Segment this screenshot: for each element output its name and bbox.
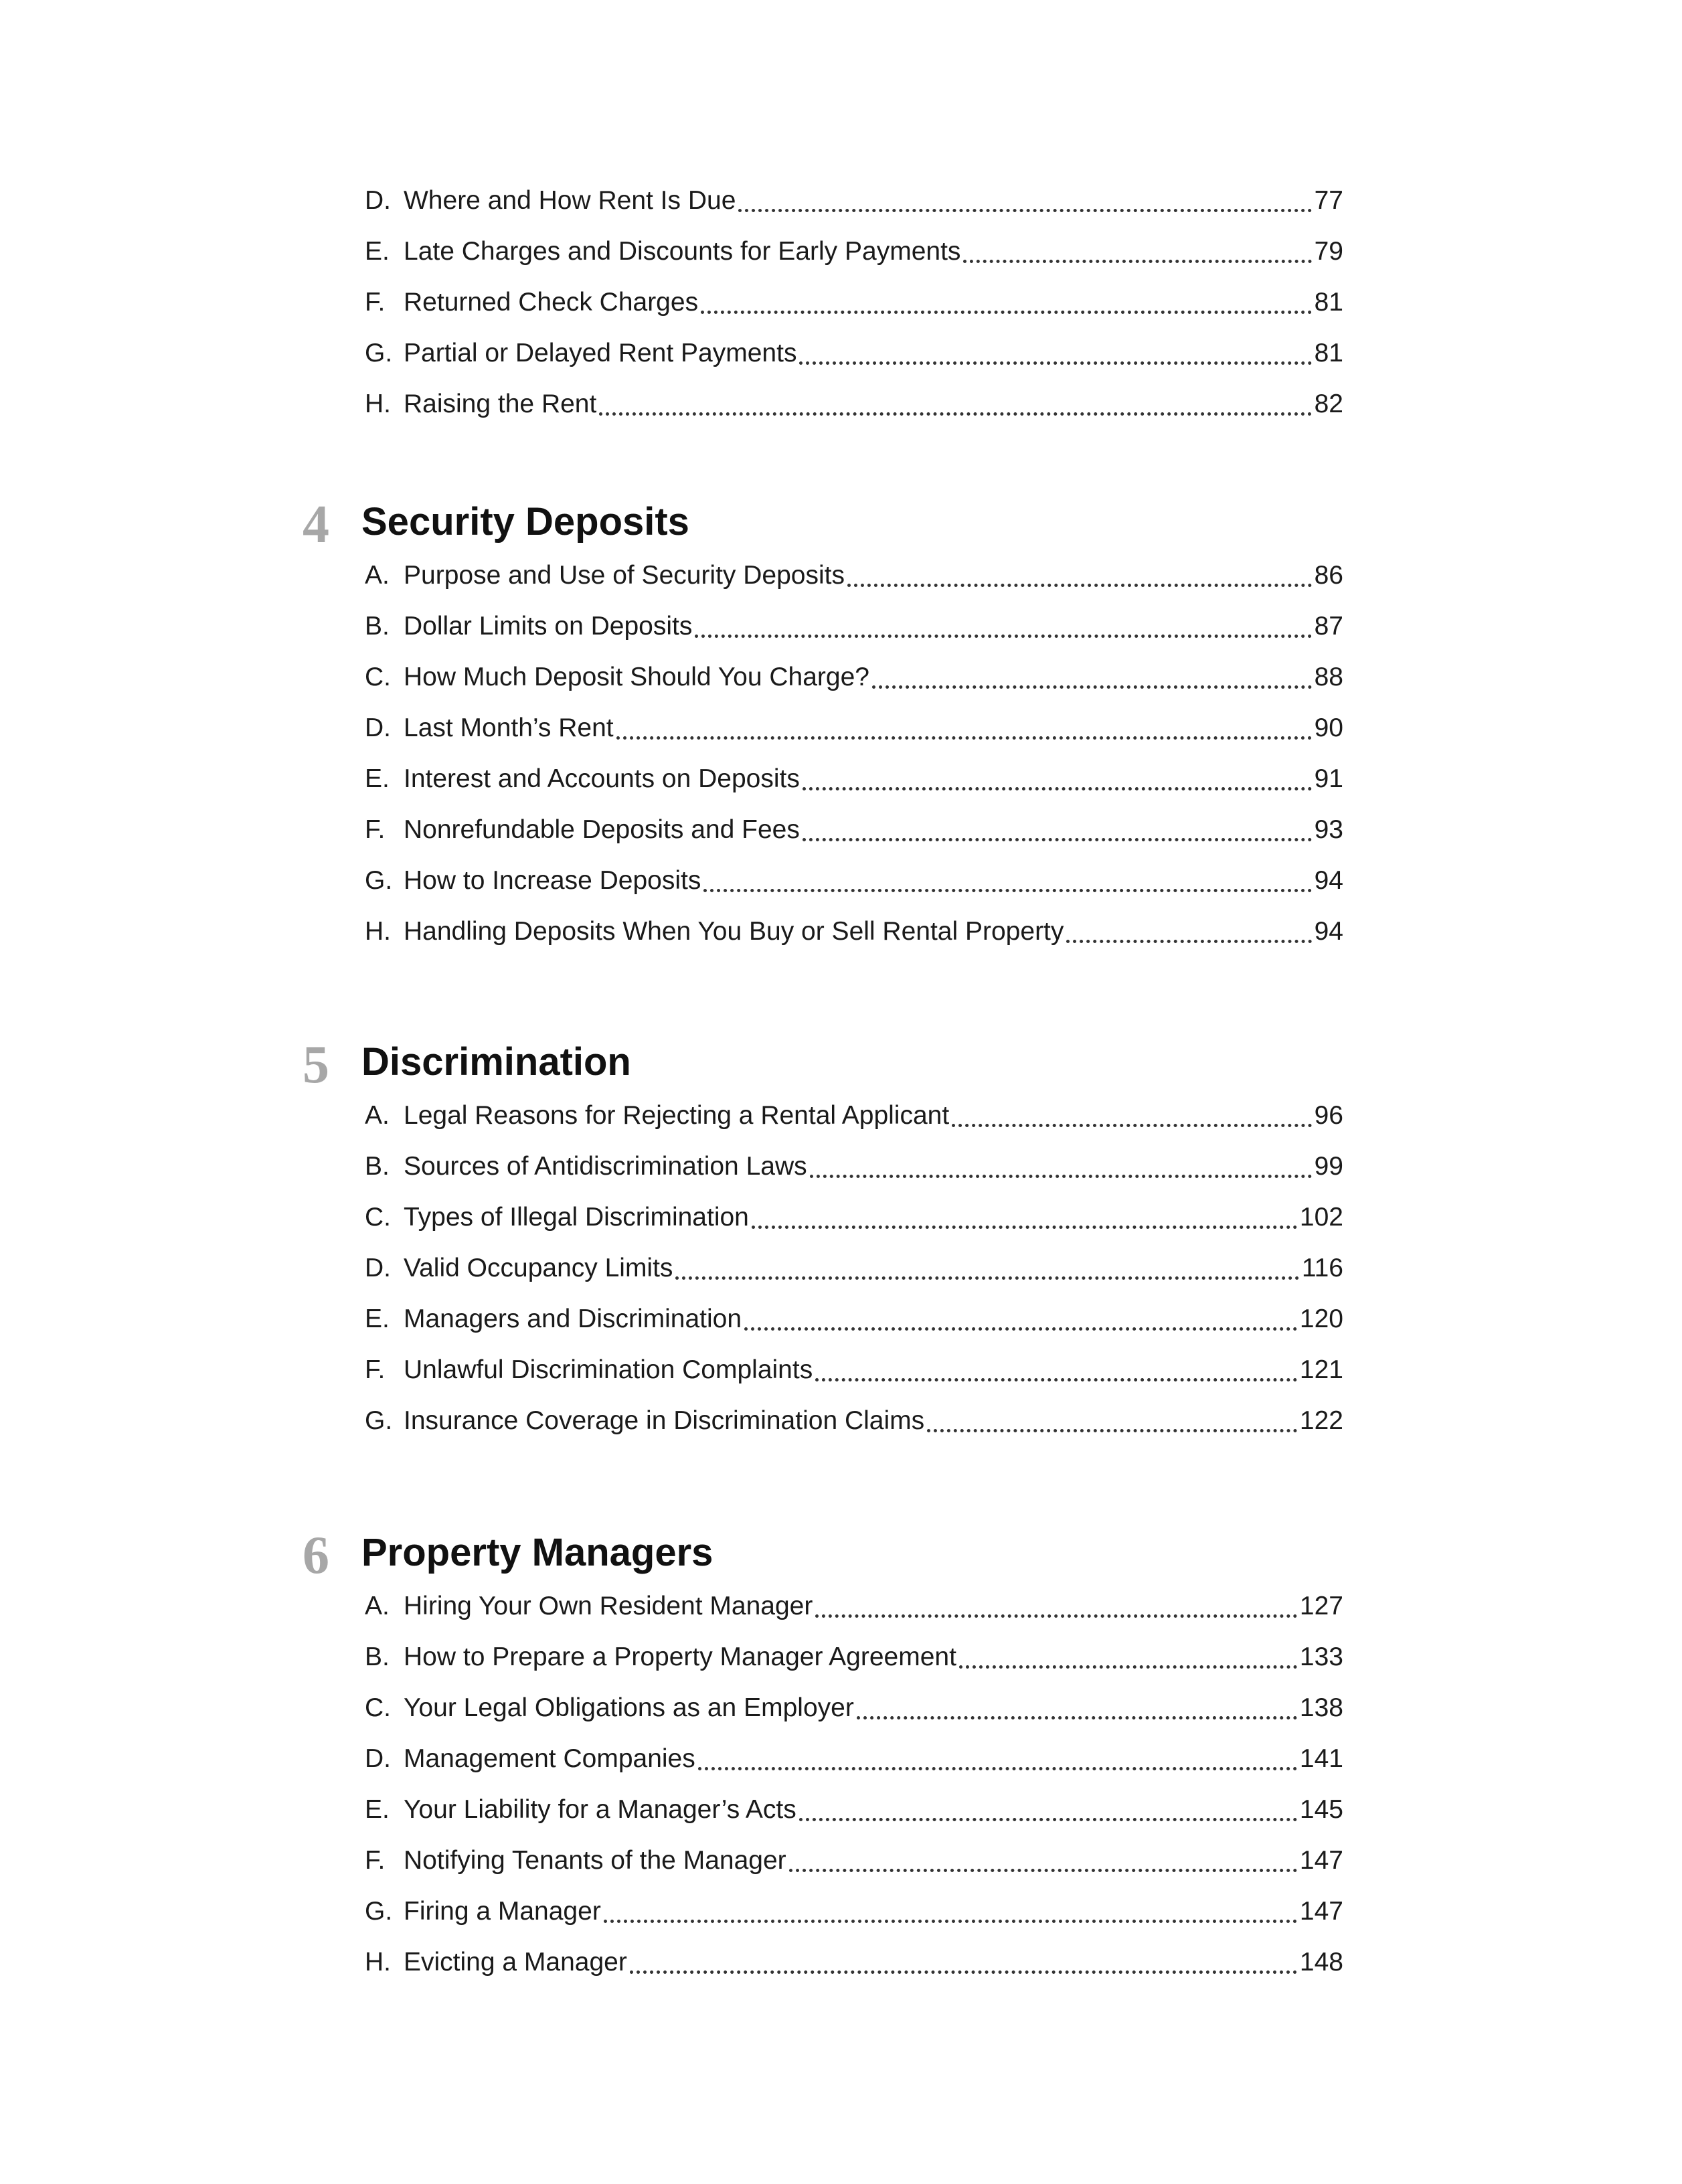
toc-entry[interactable]	[365, 855, 1343, 906]
entry-letter: C.	[365, 1693, 391, 1722]
entry-page-number: 96	[1314, 1101, 1343, 1130]
entry-title: How Much Deposit Should You Charge?	[404, 663, 869, 691]
chapter-number: 6	[303, 1526, 329, 1585]
entry-page-number: 94	[1314, 917, 1343, 946]
entry-page-number: 82	[1314, 390, 1343, 418]
entry-page-number: 94	[1314, 866, 1343, 895]
dot-leader	[744, 1327, 1297, 1331]
entry-letter: F.	[365, 1846, 386, 1875]
entry-title: How to Prepare a Property Manager Agreement	[404, 1643, 956, 1671]
toc-entry[interactable]	[365, 906, 1343, 957]
entry-title: Sources of Antidiscrimination Laws	[404, 1152, 807, 1181]
dot-leader	[815, 1378, 1297, 1381]
entry-title: Nonrefundable Deposits and Fees	[404, 815, 800, 844]
entry-page-number: 141	[1299, 1744, 1343, 1773]
dot-leader	[1066, 940, 1311, 943]
entry-title: Purpose and Use of Security Deposits	[404, 561, 845, 590]
entry-letter: G.	[365, 1406, 393, 1435]
entry-title: Evicting a Manager	[404, 1948, 627, 1977]
dot-leader	[616, 736, 1312, 740]
entry-letter: E.	[365, 1305, 390, 1333]
entry-letter: F.	[365, 1355, 386, 1384]
entry-page-number: 133	[1299, 1643, 1343, 1671]
toc-entry[interactable]	[365, 277, 1343, 328]
entry-page-number: 147	[1299, 1846, 1343, 1875]
dot-leader	[630, 1970, 1297, 1974]
entry-page-number: 99	[1314, 1152, 1343, 1181]
dot-leader	[698, 1767, 1297, 1770]
toc-entry[interactable]	[365, 1937, 1343, 1988]
dot-leader	[604, 1920, 1297, 1923]
toc-entry[interactable]	[365, 226, 1343, 277]
entry-page-number: 102	[1299, 1203, 1343, 1232]
entry-title: Your Legal Obligations as an Employer	[404, 1693, 854, 1722]
entry-title: Managers and Discrimination	[404, 1305, 742, 1333]
entry-letter: E.	[365, 1795, 390, 1824]
entry-page-number: 77	[1314, 186, 1343, 215]
entry-page-number: 138	[1299, 1693, 1343, 1722]
toc-entry[interactable]	[365, 1243, 1343, 1294]
chapter-discrimination	[303, 1035, 1347, 1435]
toc-entry[interactable]	[365, 601, 1343, 652]
chapter-number: 4	[303, 495, 329, 554]
entry-title: Returned Check Charges	[404, 288, 699, 317]
chapter-number: 5	[303, 1035, 329, 1094]
toc-entry[interactable]	[365, 805, 1343, 855]
entry-title: Dollar Limits on Deposits	[404, 612, 693, 641]
entry-page-number: 127	[1299, 1592, 1343, 1620]
dot-leader	[952, 1124, 1311, 1127]
entry-letter: H.	[365, 390, 391, 418]
entry-letter: H.	[365, 1948, 391, 1977]
chapter-title: Property Managers	[361, 1531, 713, 1574]
entry-title: Interest and Accounts on Deposits	[404, 764, 800, 793]
dot-leader	[675, 1276, 1298, 1280]
toc-continuation	[365, 175, 1343, 430]
entry-letter: E.	[365, 237, 390, 266]
dot-leader	[701, 311, 1312, 314]
toc-entry[interactable]	[365, 1090, 1343, 1141]
entry-letter: G.	[365, 1897, 393, 1926]
dot-leader	[857, 1716, 1297, 1719]
dot-leader	[752, 1226, 1297, 1229]
dot-leader	[789, 1869, 1297, 1872]
entry-page-number: 86	[1314, 561, 1343, 590]
entry-page-number: 88	[1314, 663, 1343, 691]
toc-entry[interactable]	[365, 1835, 1343, 1886]
entry-title: Where and How Rent Is Due	[404, 186, 736, 215]
chapter-heading[interactable]	[303, 1526, 1347, 1586]
entry-letter: D.	[365, 713, 391, 742]
entry-letter: H.	[365, 917, 391, 946]
chapter-entries	[365, 1581, 1343, 1988]
dot-leader	[703, 889, 1311, 892]
entry-page-number: 81	[1314, 339, 1343, 367]
chapter-title: Security Deposits	[361, 500, 689, 543]
entry-title: Partial or Delayed Rent Payments	[404, 339, 797, 367]
dot-leader	[695, 635, 1311, 638]
entry-title: How to Increase Deposits	[404, 866, 701, 895]
toc-entry[interactable]	[365, 550, 1343, 601]
entry-page-number: 116	[1301, 1254, 1343, 1282]
entry-letter: A.	[365, 1592, 390, 1620]
entry-page-number: 79	[1314, 237, 1343, 266]
toc-entry[interactable]	[365, 1784, 1343, 1835]
toc-entry[interactable]	[365, 1632, 1343, 1683]
entry-title: Last Month’s Rent	[404, 713, 614, 742]
entry-page-number: 121	[1299, 1355, 1343, 1384]
entry-page-number: 87	[1314, 612, 1343, 641]
entry-title: Handling Deposits When You Buy or Sell Rental Property	[404, 917, 1064, 946]
entry-page-number: 120	[1299, 1305, 1343, 1333]
entry-page-number: 148	[1299, 1948, 1343, 1977]
toc-entry[interactable]	[365, 1396, 1343, 1446]
dot-leader	[815, 1614, 1297, 1618]
dot-leader	[927, 1429, 1297, 1432]
entry-title: Insurance Coverage in Discrimination Claims	[404, 1406, 925, 1435]
chapter-property-managers	[303, 1526, 1347, 1977]
entry-title: Management Companies	[404, 1744, 695, 1773]
dot-leader	[963, 260, 1311, 263]
entry-letter: D.	[365, 1744, 391, 1773]
entry-title: Late Charges and Discounts for Early Payments	[404, 237, 961, 266]
entry-letter: B.	[365, 1152, 390, 1181]
entry-title: Hiring Your Own Resident Manager	[404, 1592, 813, 1620]
entry-title: Firing a Manager	[404, 1897, 601, 1926]
entry-title: Types of Illegal Discrimination	[404, 1203, 749, 1232]
toc-entry[interactable]	[365, 379, 1343, 430]
dot-leader	[803, 838, 1312, 841]
toc-entry[interactable]	[365, 1683, 1343, 1734]
entry-page-number: 122	[1299, 1406, 1343, 1435]
entry-letter: G.	[365, 866, 393, 895]
dot-leader	[738, 209, 1311, 212]
entry-letter: B.	[365, 1643, 390, 1671]
toc-entry[interactable]	[365, 652, 1343, 703]
dot-leader	[599, 412, 1311, 416]
entry-letter: C.	[365, 663, 391, 691]
entry-title: Your Liability for a Manager’s Acts	[404, 1795, 796, 1824]
entry-letter: C.	[365, 1203, 391, 1232]
entry-letter: D.	[365, 186, 391, 215]
chapter-security-deposits	[303, 495, 1347, 946]
entry-letter: D.	[365, 1254, 391, 1282]
entry-letter: G.	[365, 339, 393, 367]
toc-entry[interactable]	[365, 1886, 1343, 1937]
entry-title: Raising the Rent	[404, 390, 597, 418]
entry-page-number: 90	[1314, 713, 1343, 742]
dot-leader	[810, 1175, 1312, 1178]
entry-title: Legal Reasons for Rejecting a Rental Applicant	[404, 1101, 950, 1130]
entry-letter: A.	[365, 561, 390, 590]
chapter-title: Discrimination	[361, 1040, 631, 1084]
toc-entry[interactable]	[365, 1192, 1343, 1243]
entry-page-number: 91	[1314, 764, 1343, 793]
dot-leader	[959, 1665, 1297, 1669]
entry-page-number: 145	[1299, 1795, 1343, 1824]
toc-entry[interactable]	[365, 1345, 1343, 1396]
dot-leader	[803, 787, 1312, 790]
dot-leader	[799, 1818, 1297, 1821]
chapter-entries	[365, 550, 1343, 957]
chapter-heading[interactable]	[303, 1035, 1347, 1096]
dot-leader	[872, 685, 1312, 689]
entry-page-number: 147	[1299, 1897, 1343, 1926]
entry-letter: B.	[365, 612, 390, 641]
chapter-heading[interactable]	[303, 495, 1347, 556]
entry-letter: F.	[365, 288, 386, 317]
dot-leader	[799, 361, 1311, 365]
entry-title: Valid Occupancy Limits	[404, 1254, 673, 1282]
entry-title: Unlawful Discrimination Complaints	[404, 1355, 813, 1384]
entry-letter: F.	[365, 815, 386, 844]
toc-entry[interactable]	[365, 175, 1343, 226]
toc-entry[interactable]	[365, 328, 1343, 379]
entry-letter: E.	[365, 764, 390, 793]
toc-entry[interactable]	[365, 1734, 1343, 1784]
toc-entry[interactable]	[365, 1141, 1343, 1192]
toc-entry[interactable]	[365, 1294, 1343, 1345]
entry-letter: A.	[365, 1101, 390, 1130]
entry-page-number: 81	[1314, 288, 1343, 317]
entry-page-number: 93	[1314, 815, 1343, 844]
toc-entry[interactable]	[365, 754, 1343, 805]
entry-title: Notifying Tenants of the Manager	[404, 1846, 786, 1875]
toc-entry[interactable]	[365, 703, 1343, 754]
toc-entry[interactable]	[365, 1581, 1343, 1632]
chapter-entries	[365, 1090, 1343, 1446]
dot-leader	[847, 584, 1312, 587]
